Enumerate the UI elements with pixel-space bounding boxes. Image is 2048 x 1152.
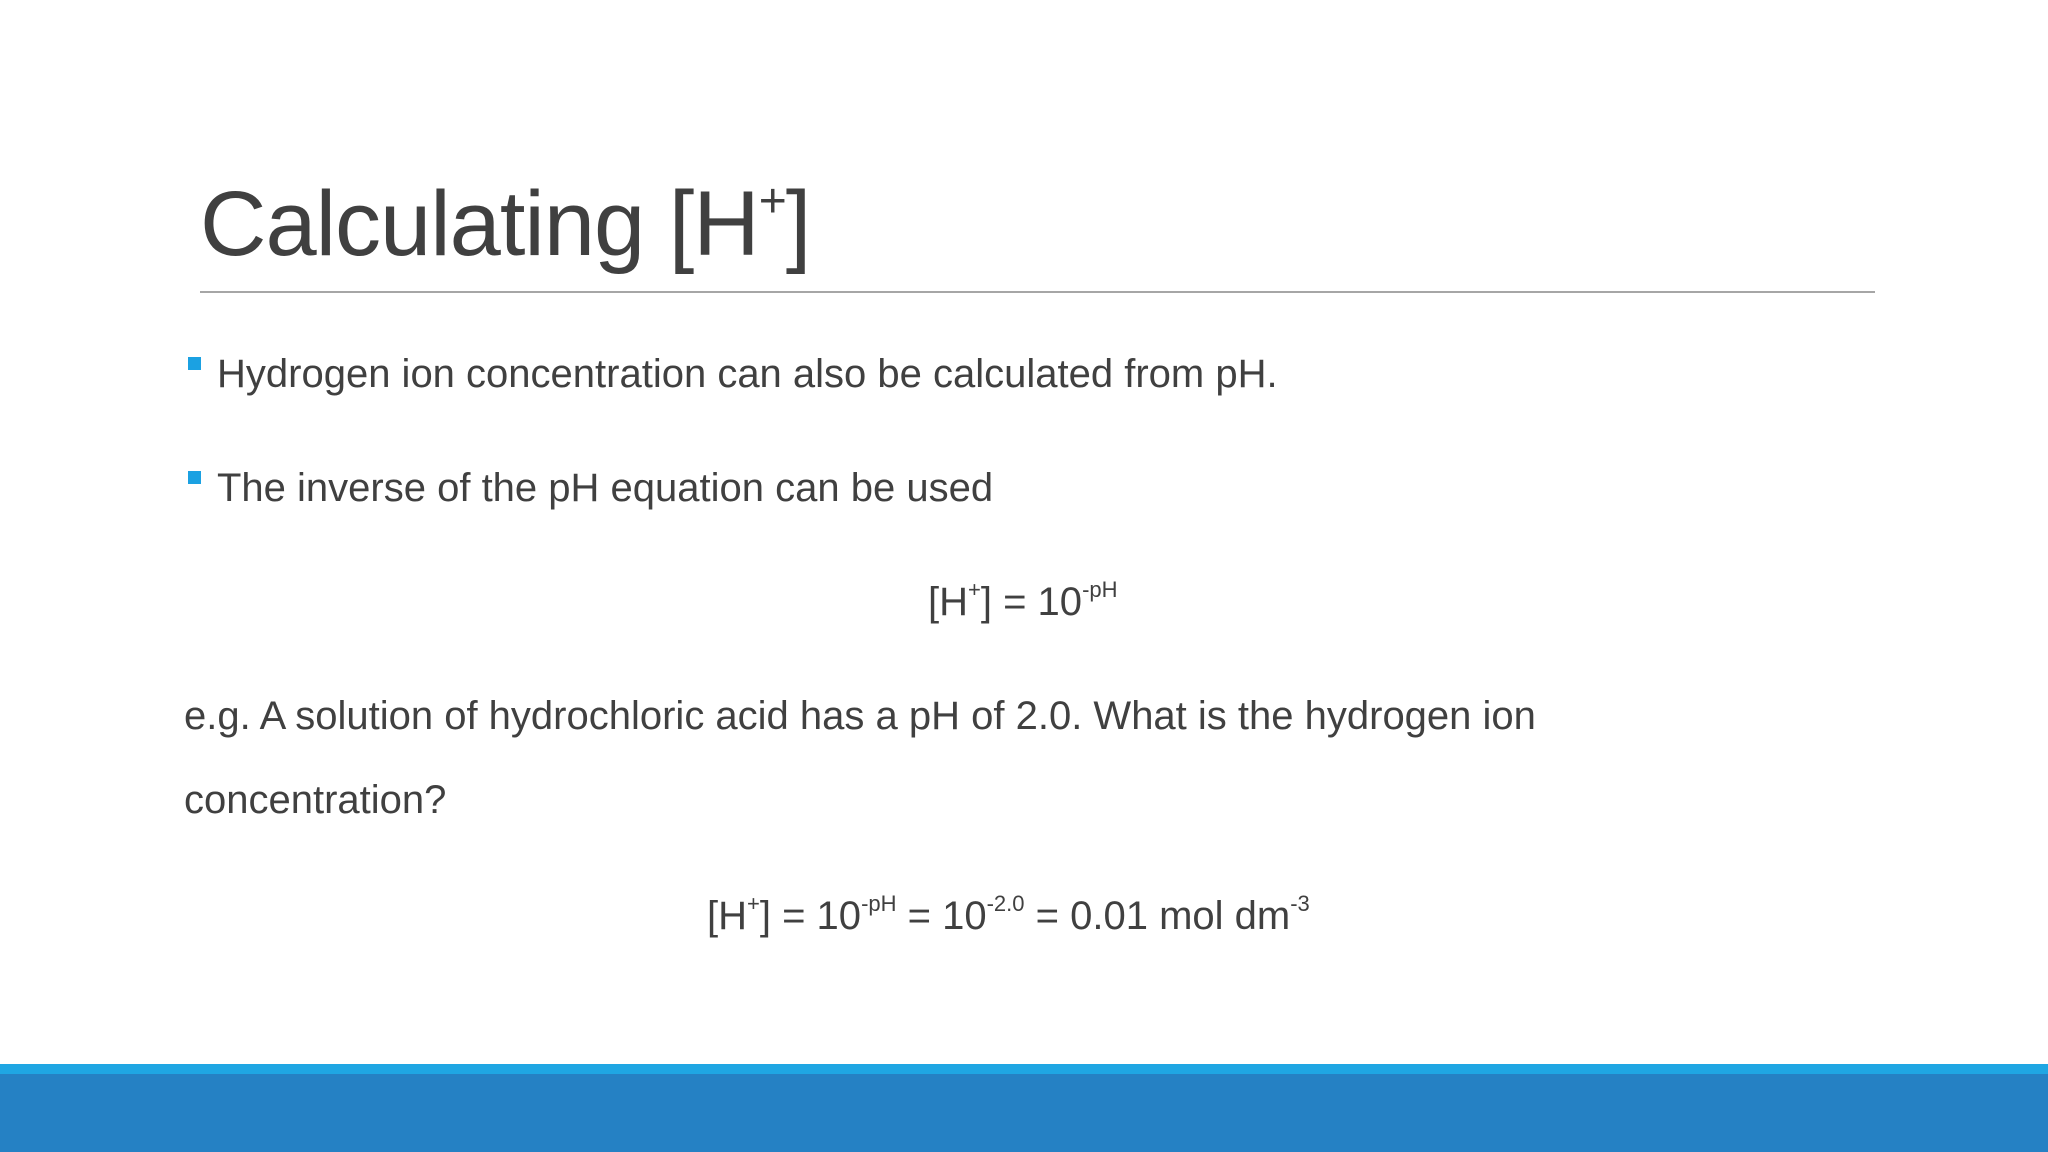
square-bullet-icon — [188, 471, 201, 484]
slide-title-main: Calculating [H — [200, 173, 759, 275]
bullet-text: The inverse of the pH equation can be used — [217, 466, 994, 510]
formula-worked-answer — [707, 890, 1310, 939]
formula-superscript: -pH — [1082, 576, 1118, 602]
formula-superscript: -pH — [861, 890, 897, 916]
formula-superscript: + — [968, 576, 981, 602]
formula-text: [H — [707, 894, 747, 938]
formula-superscript: -2.0 — [986, 890, 1025, 916]
formula-text: = 0.01 mol dm — [1024, 894, 1291, 938]
slide-title — [200, 173, 811, 275]
bullet-text: Hydrogen ion concentration can also be calculated from pH. — [217, 352, 1278, 396]
formula-inverse-ph — [928, 576, 1118, 625]
example-question-line-1: e.g. A solution of hydrochloric acid has a pH of 2.0. What is the hydrogen ion — [184, 694, 1536, 738]
formula-text: ] = 10 — [759, 894, 862, 938]
formula-text: = 10 — [896, 894, 987, 938]
title-divider — [200, 291, 1875, 293]
formula-superscript: + — [747, 890, 760, 916]
formula-superscript: -3 — [1290, 890, 1310, 916]
bullet-item — [188, 466, 993, 511]
footer-bar — [0, 1074, 2048, 1152]
formula-text: ] = 10 — [980, 580, 1083, 624]
footer-accent-bar — [0, 1064, 2048, 1074]
bullet-item — [188, 352, 1278, 397]
slide-title-end: ] — [785, 173, 811, 275]
slide-title-superscript: + — [758, 175, 786, 229]
example-question-line-2: concentration? — [184, 778, 447, 822]
square-bullet-icon — [188, 357, 201, 370]
formula-text: [H — [928, 580, 968, 624]
